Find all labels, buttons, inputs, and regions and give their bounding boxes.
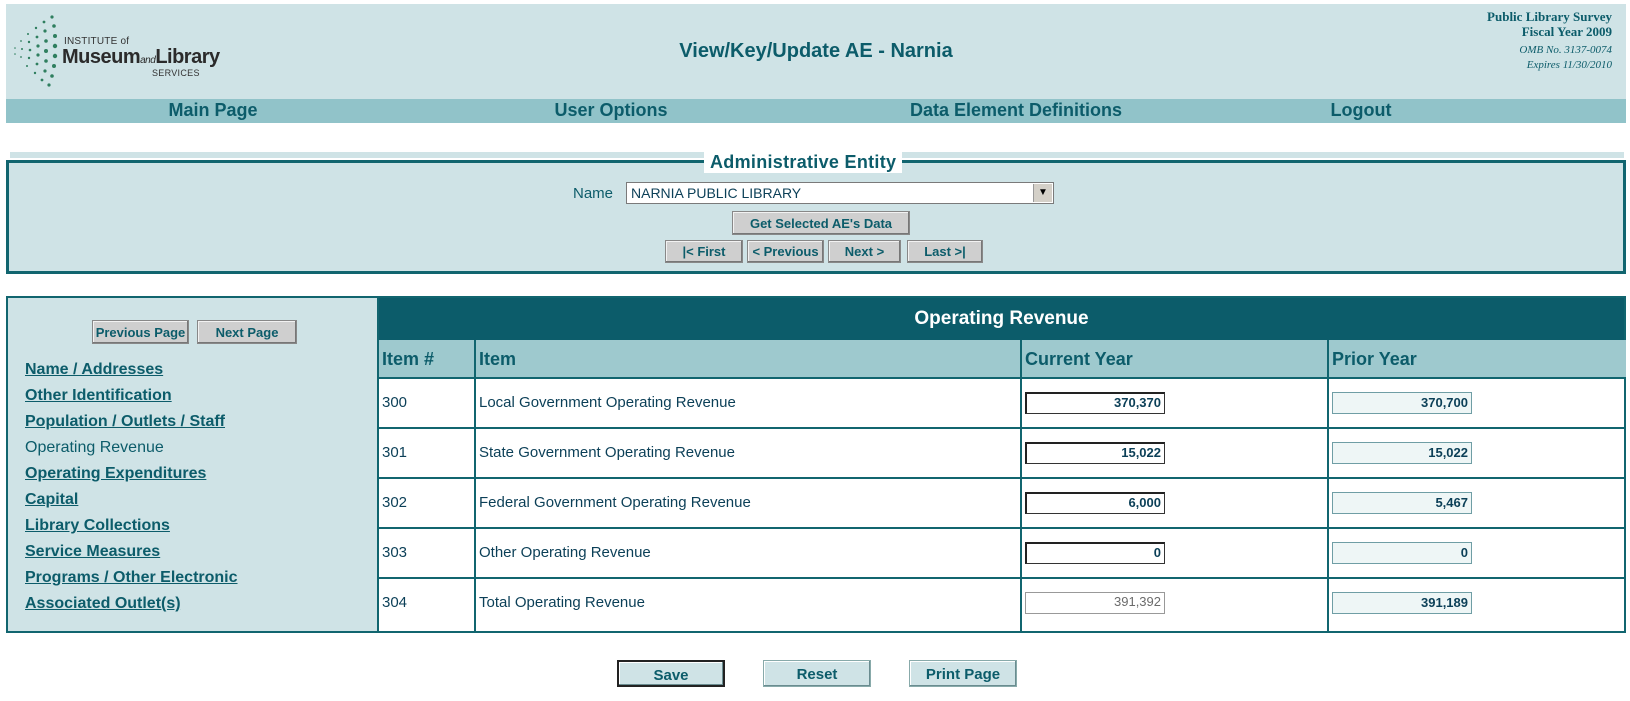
current-year-input[interactable]: 6,000 bbox=[1025, 492, 1165, 514]
item-number: 304 bbox=[379, 579, 476, 631]
print-page-button[interactable]: Print Page bbox=[909, 660, 1017, 687]
current-year-input[interactable]: 15,022 bbox=[1025, 442, 1165, 464]
ae-selected-name: NARNIA PUBLIC LIBRARY bbox=[631, 185, 802, 201]
item-number: 301 bbox=[379, 429, 476, 477]
prior-year-value: 370,700 bbox=[1332, 392, 1472, 414]
ae-name-select[interactable] bbox=[626, 182, 1054, 204]
prior-year-cell bbox=[1329, 579, 1626, 631]
column-header-item: Item bbox=[476, 340, 1022, 379]
table-title: Operating Revenue bbox=[379, 298, 1624, 340]
survey-info bbox=[1487, 9, 1612, 73]
column-header-item-number: Item # bbox=[379, 340, 476, 379]
save-button[interactable]: Save bbox=[617, 660, 725, 687]
sidebar-item-operating-revenue: Operating Revenue bbox=[25, 439, 164, 456]
sidebar-item-associated-outlets[interactable]: Associated Outlet(s) bbox=[25, 595, 181, 612]
reset-button[interactable]: Reset bbox=[763, 660, 871, 687]
logo-main-text: MuseumandLibrary bbox=[62, 46, 220, 68]
operating-revenue-table bbox=[379, 296, 1626, 633]
next-page-button[interactable]: Next Page bbox=[197, 320, 297, 344]
last-button[interactable]: Last >| bbox=[907, 240, 983, 263]
column-header-prior-year: Prior Year bbox=[1329, 340, 1626, 379]
sidebar-item-population-outlets-staff[interactable]: Population / Outlets / Staff bbox=[25, 413, 225, 430]
item-name: Total Operating Revenue bbox=[476, 579, 1022, 631]
item-name: Federal Government Operating Revenue bbox=[476, 479, 1022, 527]
previous-button[interactable]: < Previous bbox=[747, 240, 824, 263]
nav-logout[interactable]: Logout bbox=[1330, 100, 1392, 120]
sidebar-item-library-collections[interactable]: Library Collections bbox=[25, 517, 170, 534]
item-number: 300 bbox=[379, 379, 476, 427]
logo-services-text: SERVICES bbox=[152, 68, 200, 78]
prior-year-value: 0 bbox=[1332, 542, 1472, 564]
omb-number: OMB No. 3137-0074 bbox=[1519, 44, 1612, 56]
prior-year-cell bbox=[1329, 379, 1626, 427]
item-number: 303 bbox=[379, 529, 476, 577]
prior-year-cell bbox=[1329, 529, 1626, 577]
get-ae-data-button[interactable]: Get Selected AE's Data bbox=[732, 211, 910, 235]
table-row bbox=[379, 529, 1624, 579]
table-row bbox=[379, 579, 1624, 631]
current-year-cell bbox=[1022, 379, 1329, 427]
ae-name-label: Name bbox=[573, 185, 614, 202]
sidebar-item-programs-other-electronic[interactable]: Programs / Other Electronic bbox=[25, 569, 238, 586]
expiration-date: Expires 11/30/2010 bbox=[1526, 59, 1612, 71]
table-row bbox=[379, 429, 1624, 479]
current-year-cell bbox=[1022, 579, 1329, 631]
current-year-cell bbox=[1022, 429, 1329, 477]
survey-name: Public Library Survey bbox=[1487, 9, 1612, 24]
current-year-input[interactable]: 370,370 bbox=[1025, 392, 1165, 414]
chevron-down-icon[interactable]: ▼ bbox=[1033, 184, 1052, 202]
nav-data-element-definitions[interactable]: Data Element Definitions bbox=[909, 100, 1123, 120]
prior-year-cell bbox=[1329, 479, 1626, 527]
item-name: Other Operating Revenue bbox=[476, 529, 1022, 577]
ae-legend: Administrative Entity bbox=[704, 152, 902, 173]
nav-main-page[interactable]: Main Page bbox=[168, 100, 258, 120]
sidebar-item-name-addresses[interactable]: Name / Addresses bbox=[25, 361, 164, 378]
logo-institute-text: INSTITUTE of bbox=[64, 36, 130, 47]
prior-year-value: 391,189 bbox=[1332, 592, 1472, 614]
next-button[interactable]: Next > bbox=[828, 240, 901, 263]
page-header bbox=[6, 4, 1626, 99]
logo-dots-icon bbox=[12, 12, 60, 92]
main-nav bbox=[6, 99, 1626, 123]
page-title: View/Key/Update AE - Narnia bbox=[679, 40, 953, 62]
nav-user-options[interactable]: User Options bbox=[554, 100, 668, 120]
current-year-input[interactable]: 0 bbox=[1025, 542, 1165, 564]
imls-logo bbox=[12, 12, 232, 92]
fiscal-year: Fiscal Year 2009 bbox=[1521, 24, 1612, 39]
item-name: Local Government Operating Revenue bbox=[476, 379, 1022, 427]
table-row bbox=[379, 479, 1624, 529]
sidebar-item-other-identification[interactable]: Other Identification bbox=[25, 387, 172, 404]
sidebar-item-capital[interactable]: Capital bbox=[25, 491, 79, 508]
prior-year-value: 5,467 bbox=[1332, 492, 1472, 514]
current-year-total: 391,392 bbox=[1025, 592, 1165, 614]
prior-year-cell bbox=[1329, 429, 1626, 477]
first-button[interactable]: |< First bbox=[665, 240, 743, 263]
table-row bbox=[379, 379, 1624, 429]
item-name: State Government Operating Revenue bbox=[476, 429, 1022, 477]
current-year-cell bbox=[1022, 529, 1329, 577]
prior-year-value: 15,022 bbox=[1332, 442, 1472, 464]
section-sidebar bbox=[6, 296, 379, 633]
column-header-current-year: Current Year bbox=[1022, 340, 1329, 379]
sidebar-item-operating-expenditures[interactable]: Operating Expenditures bbox=[25, 465, 207, 482]
administrative-entity-panel bbox=[6, 152, 1626, 274]
current-year-cell bbox=[1022, 479, 1329, 527]
sidebar-item-service-measures[interactable]: Service Measures bbox=[25, 543, 161, 560]
item-number: 302 bbox=[379, 479, 476, 527]
previous-page-button[interactable]: Previous Page bbox=[92, 320, 189, 344]
